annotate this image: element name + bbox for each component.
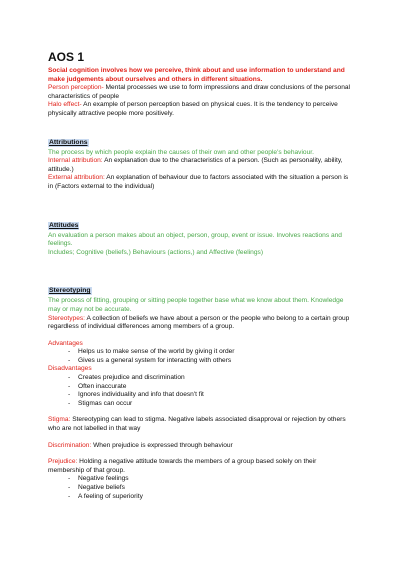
discrimination-paragraph xyxy=(48,442,352,451)
discrimination-term: Discrimination: xyxy=(48,441,92,449)
attributions-definition: The process by which people explain the causes of their own and other people's behaviour. xyxy=(48,148,314,156)
stigma-text: Stereotyping can lead to stigma. Negative labels associated disapproval or rejection by others who are not labelled in that way xyxy=(48,416,346,433)
person-perception-paragraph xyxy=(48,84,352,101)
page-title: AOS 1 xyxy=(48,50,85,64)
external-attribution-paragraph xyxy=(48,174,352,191)
halo-effect-text: An example of person perception based on physical cues. It is the tendency to perceive physically attractive people more positively. xyxy=(48,101,338,117)
discrimination-text: When prejudice is expressed through behaviour xyxy=(91,441,233,449)
stereotypes-term: Stereotypes: xyxy=(48,314,86,322)
list-item: - Helps us to make sense of the world by giving it order xyxy=(68,348,352,357)
advantages-label: Advantages xyxy=(48,339,83,347)
person-perception-text: Mental processes we use to form impressions and draw conclusions of the personal characteristics of people xyxy=(48,84,351,100)
stereotyping-section xyxy=(48,279,352,408)
list-item: - Often inaccurate xyxy=(68,383,352,392)
advantages-list xyxy=(48,348,352,365)
stereotypes-text: A collection of beliefs we have about a person or the people who belong to a certain group regardless of individual differences among members of a group. xyxy=(48,314,350,331)
list-item: - A feeling of superiority xyxy=(68,493,352,502)
list-item: - Negative feelings xyxy=(68,475,352,484)
halo-effect-paragraph xyxy=(48,101,352,118)
internal-attribution-term: Internal attribution: xyxy=(48,157,103,165)
stigma-term: Stigma: xyxy=(48,416,71,424)
halo-effect-term: Halo effect- xyxy=(48,101,82,109)
list-item: - Ignores individuality and info that doesn't fit xyxy=(68,391,352,400)
disadvantages-list xyxy=(48,374,352,408)
list-item: - Creates prejudice and discrimination xyxy=(68,374,352,383)
attributions-heading: Attributions xyxy=(49,138,88,146)
intro-text: Social cognition involves how we perceive, think about and use information to understand and make judgements about ourselves and others in different situations. xyxy=(48,67,345,83)
prejudice-paragraph xyxy=(48,458,352,475)
prejudice-term: Prejudice: xyxy=(48,458,78,466)
attitudes-definition: An evaluation a person makes about an object, person, group, event or issue. Involves reactions and feelings. xyxy=(48,231,342,248)
person-perception-term: Person perception- xyxy=(48,84,104,92)
external-attribution-term: External attribution: xyxy=(48,174,105,182)
list-item: - Negative beliefs xyxy=(68,484,352,493)
list-item: - Gives us a general system for interacting with others xyxy=(68,357,352,366)
disadvantages-label: Disadvantages xyxy=(48,365,92,373)
attributions-section xyxy=(48,131,352,192)
list-item: - Stigmas can occur xyxy=(68,400,352,409)
stigma-paragraph xyxy=(48,416,352,433)
attitudes-section xyxy=(48,214,352,258)
attitudes-includes: Includes; Cognitive (beliefs,) Behaviours (actions,) and Affective (feelings) xyxy=(48,248,264,256)
internal-attribution-paragraph xyxy=(48,157,352,174)
prejudice-list xyxy=(48,475,352,501)
stereotypes-paragraph xyxy=(48,315,352,332)
stereotyping-heading: Stereotyping xyxy=(49,287,91,295)
external-attribution-text: An explanation of behaviour due to factors associated with the situation a person is in (Factors external to the individual) xyxy=(48,174,349,190)
attitudes-heading: Attitudes xyxy=(49,221,79,229)
internal-attribution-text: An explanation due to the characteristics of a person. (Such as personality, ability, attitude.) xyxy=(48,157,343,173)
prejudice-text: Holding a negative attitude towards the members of a group based solely on their membership of that group. xyxy=(48,458,317,474)
stereotyping-definition: The process of fitting, grouping or sitting people together base what we know about them. Knowledge may or may not be accurate. xyxy=(48,297,344,313)
